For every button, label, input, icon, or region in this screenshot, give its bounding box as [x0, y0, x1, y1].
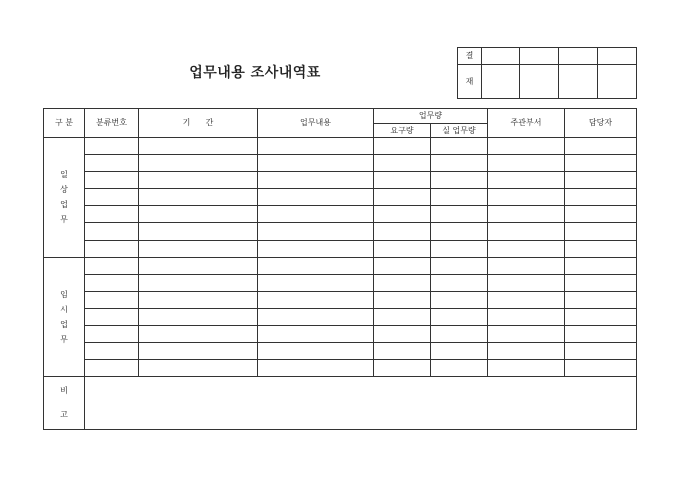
table-cell[interactable] [85, 155, 139, 172]
table-cell[interactable] [139, 308, 258, 325]
table-cell[interactable] [565, 274, 637, 291]
table-cell[interactable] [374, 274, 431, 291]
header-dept: 주관부서 [488, 109, 565, 138]
table-cell[interactable] [488, 206, 565, 223]
table-cell[interactable] [139, 138, 258, 155]
table-cell[interactable] [139, 189, 258, 206]
table-cell[interactable] [374, 326, 431, 343]
table-cell[interactable] [565, 138, 637, 155]
table-cell[interactable] [139, 291, 258, 308]
approval-label-1: 결 [458, 48, 482, 65]
approval-signer-title[interactable] [559, 48, 598, 65]
table-cell[interactable] [258, 274, 374, 291]
approval-signer-title[interactable] [598, 48, 637, 65]
group-label-char: 업 [60, 200, 68, 210]
table-cell[interactable] [488, 189, 565, 206]
remarks-row [44, 377, 637, 430]
table-row [44, 360, 637, 377]
table-cell[interactable] [374, 257, 431, 274]
table-cell[interactable] [431, 240, 488, 257]
table-cell[interactable] [374, 172, 431, 189]
approval-box [457, 47, 637, 99]
work-survey-table [43, 108, 637, 430]
table-cell[interactable] [431, 138, 488, 155]
table-cell[interactable] [85, 223, 139, 240]
table-row [44, 274, 637, 291]
table-row [44, 291, 637, 308]
table-cell[interactable] [139, 206, 258, 223]
remarks-field[interactable] [85, 377, 637, 430]
table-cell[interactable] [565, 308, 637, 325]
table-cell[interactable] [488, 223, 565, 240]
table-cell[interactable] [85, 240, 139, 257]
group-label [44, 257, 85, 377]
table-cell[interactable] [85, 257, 139, 274]
table-cell[interactable] [565, 257, 637, 274]
table-cell[interactable] [85, 343, 139, 360]
table-cell[interactable] [565, 343, 637, 360]
table-cell[interactable] [85, 308, 139, 325]
remarks-label-char: 비 [60, 386, 68, 396]
approval-signer-title[interactable] [520, 48, 559, 65]
table-cell[interactable] [139, 343, 258, 360]
table-cell[interactable] [258, 206, 374, 223]
table-cell[interactable] [488, 172, 565, 189]
table-cell[interactable] [431, 223, 488, 240]
table-cell[interactable] [431, 291, 488, 308]
group-label-char: 상 [60, 185, 68, 195]
table-cell[interactable] [258, 189, 374, 206]
table-row [44, 189, 637, 206]
table-cell[interactable] [258, 291, 374, 308]
approval-signature[interactable] [520, 65, 559, 99]
header-manager: 담당자 [565, 109, 637, 138]
table-cell[interactable] [565, 291, 637, 308]
table-cell[interactable] [258, 172, 374, 189]
table-cell[interactable] [488, 343, 565, 360]
table-cell[interactable] [258, 138, 374, 155]
table-cell[interactable] [258, 155, 374, 172]
header-requested: 요구량 [374, 124, 431, 138]
table-row [44, 240, 637, 257]
table-cell[interactable] [139, 326, 258, 343]
approval-label-2: 재 [458, 65, 482, 99]
table-cell[interactable] [258, 223, 374, 240]
table-cell[interactable] [431, 155, 488, 172]
approval-signature[interactable] [559, 65, 598, 99]
table-cell[interactable] [85, 138, 139, 155]
header-period: 기 간 [139, 109, 258, 138]
header-volume: 업무량 [374, 109, 488, 124]
table-cell[interactable] [565, 326, 637, 343]
table-cell[interactable] [565, 172, 637, 189]
table-cell[interactable] [488, 138, 565, 155]
table-cell[interactable] [258, 343, 374, 360]
table-cell[interactable] [139, 360, 258, 377]
table-cell[interactable] [565, 155, 637, 172]
table-cell[interactable] [431, 172, 488, 189]
table-cell[interactable] [431, 360, 488, 377]
document-title: 업무내용 조사내역표 [189, 65, 321, 81]
table-cell[interactable] [85, 291, 139, 308]
table-cell[interactable] [374, 343, 431, 360]
table-cell[interactable] [488, 326, 565, 343]
table-row [44, 172, 637, 189]
table-cell[interactable] [258, 360, 374, 377]
header-category: 구 분 [44, 109, 85, 138]
remarks-label-char: 고 [60, 410, 68, 420]
table-cell[interactable] [431, 308, 488, 325]
table-row [44, 206, 637, 223]
table-cell[interactable] [488, 240, 565, 257]
table-row [44, 343, 637, 360]
table-cell[interactable] [488, 308, 565, 325]
group-label-char: 업 [60, 319, 68, 329]
group-label-char: 일 [60, 170, 68, 180]
table-cell[interactable] [565, 189, 637, 206]
table-cell[interactable] [139, 155, 258, 172]
table-cell[interactable] [85, 172, 139, 189]
approval-signature[interactable] [598, 65, 637, 99]
table-cell[interactable] [431, 274, 488, 291]
table-cell[interactable] [431, 257, 488, 274]
table-cell[interactable] [139, 172, 258, 189]
table-cell[interactable] [431, 326, 488, 343]
header-actual: 실 업무량 [431, 124, 488, 138]
approval-signature[interactable] [482, 65, 520, 99]
table-cell[interactable] [374, 240, 431, 257]
table-cell[interactable] [488, 155, 565, 172]
table-cell[interactable] [258, 257, 374, 274]
table-cell[interactable] [139, 274, 258, 291]
table-cell[interactable] [431, 343, 488, 360]
table-cell[interactable] [258, 326, 374, 343]
table-cell[interactable] [488, 291, 565, 308]
table-row [44, 308, 637, 325]
table-cell[interactable] [374, 223, 431, 240]
table-cell[interactable] [139, 240, 258, 257]
group-label-char: 무 [60, 334, 68, 344]
table-cell[interactable] [85, 326, 139, 343]
table-row [44, 155, 637, 172]
table-cell[interactable] [374, 155, 431, 172]
table-cell[interactable] [374, 291, 431, 308]
table-cell[interactable] [139, 223, 258, 240]
approval-signer-title[interactable] [482, 48, 520, 65]
group-label-char: 임 [60, 289, 68, 299]
table-cell[interactable] [374, 189, 431, 206]
remarks-label [44, 377, 85, 430]
table-cell[interactable] [488, 360, 565, 377]
table-cell[interactable] [431, 206, 488, 223]
group-label-char: 시 [60, 304, 68, 314]
table-cell[interactable] [85, 274, 139, 291]
group-label-char: 무 [60, 215, 68, 225]
group-label [44, 138, 85, 258]
table-cell[interactable] [85, 360, 139, 377]
table-cell[interactable] [258, 240, 374, 257]
table-cell[interactable] [565, 223, 637, 240]
table-row [44, 326, 637, 343]
table-cell[interactable] [565, 240, 637, 257]
header-class-no: 분류번호 [85, 109, 139, 138]
table-row [44, 257, 637, 274]
table-cell[interactable] [374, 308, 431, 325]
table-cell[interactable] [488, 274, 565, 291]
table-cell[interactable] [431, 189, 488, 206]
table-cell[interactable] [565, 360, 637, 377]
table-cell[interactable] [139, 257, 258, 274]
table-cell[interactable] [488, 257, 565, 274]
table-cell[interactable] [374, 138, 431, 155]
table-cell[interactable] [258, 308, 374, 325]
table-cell[interactable] [85, 206, 139, 223]
table-cell[interactable] [374, 360, 431, 377]
table-row [44, 138, 637, 155]
header-content: 업무내용 [258, 109, 374, 138]
table-cell[interactable] [565, 206, 637, 223]
table-row [44, 223, 637, 240]
table-cell[interactable] [85, 189, 139, 206]
table-cell[interactable] [374, 206, 431, 223]
